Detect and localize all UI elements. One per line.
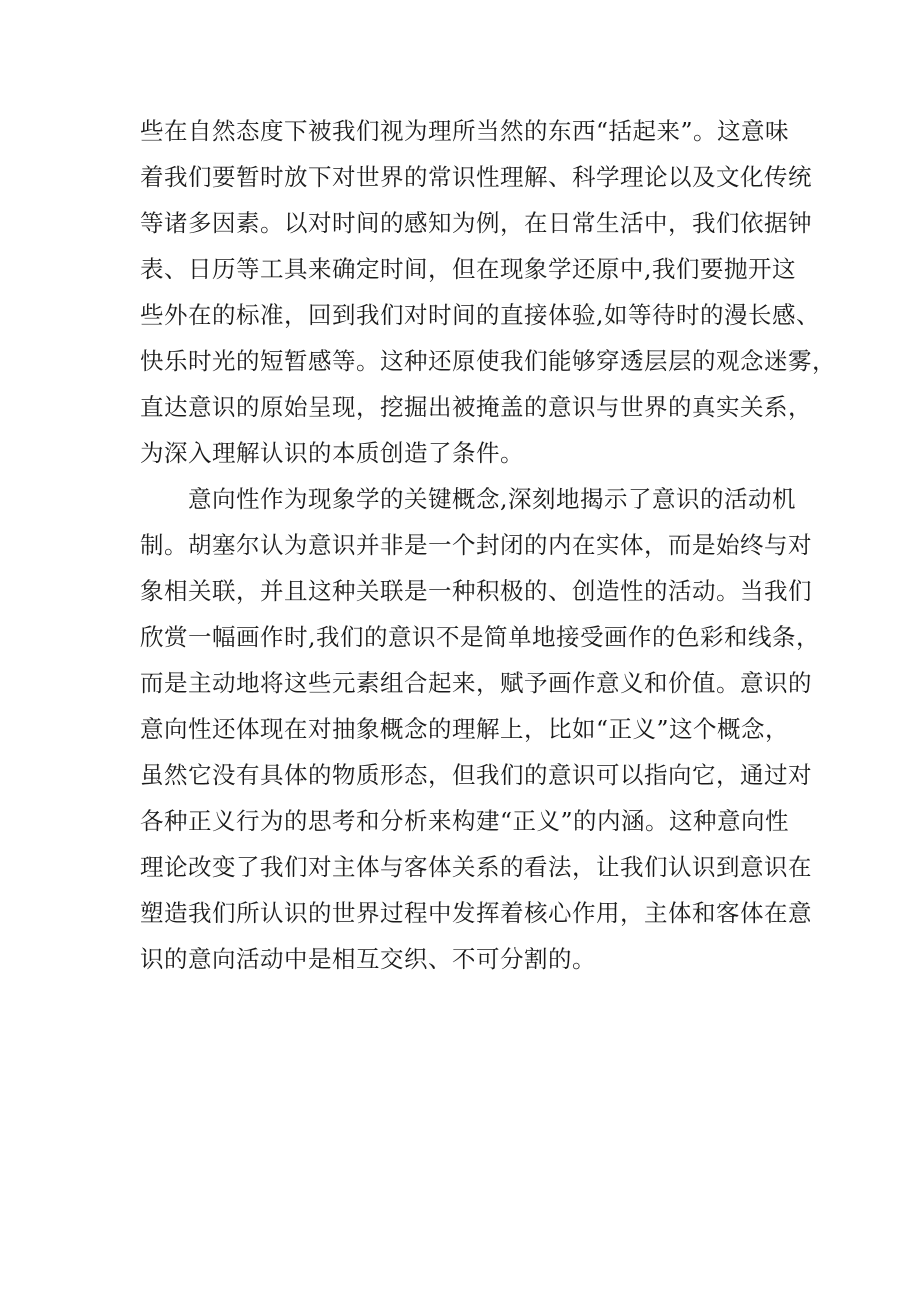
text-line: 意向性作为现象学的关键概念,深刻地揭示了意识的活动机 [188,485,796,513]
text-line: 着我们要暂时放下对世界的常识性理解、科学理论以及文化传统 [140,163,812,191]
text-line: 直达意识的原始呈现，挖掘出被掩盖的意识与世界的真实关系， [140,393,812,421]
paragraph [140,108,836,476]
paragraph [140,476,820,982]
text-line: 表、日历等工具来确定时间，但在现象学还原中,我们要抛开这 [140,255,796,283]
text-line: 理论改变了我们对主体与客体关系的看法，让我们认识到意识在 [140,853,812,881]
text-line: 些外在的标准，回到我们对时间的直接体验,如等待时的漫长感、 [140,301,820,329]
text-line: 塑造我们所认识的世界过程中发挥着核心作用，主体和客体在意 [140,899,812,927]
text-line: 制。胡塞尔认为意识并非是一个封闭的内在实体，而是始终与对 [140,531,812,559]
text-line: 各种正义行为的思考和分析来构建“正义”的内涵。这种意向性 [140,807,790,835]
text-line: 快乐时光的短暂感等。这种还原使我们能够穿透层层的观念迷雾， [140,347,836,375]
text-line: 等诸多因素。以对时间的感知为例，在日常生活中，我们依据钟 [140,209,812,237]
text-line: 象相关联，并且这种关联是一种积极的、创造性的活动。当我们 [140,577,812,605]
text-line: 些在自然态度下被我们视为理所当然的东西“括起来”。这意味 [140,117,790,145]
document-body [140,108,836,982]
text-line: 识的意向活动中是相互交织、不可分割的。 [140,945,596,973]
text-line: 欣赏一幅画作时,我们的意识不是简单地接受画作的色彩和线条， [140,623,820,651]
text-line: 而是主动地将这些元素组合起来，赋予画作意义和价值。意识的 [140,669,812,697]
text-line: 为深入理解认识的本质创造了条件。 [140,439,524,467]
text-line: 虽然它没有具体的物质形态，但我们的意识可以指向它，通过对 [140,761,812,789]
text-line: 意向性还体现在对抽象概念的理解上，比如“正义”这个概念， [140,715,790,743]
